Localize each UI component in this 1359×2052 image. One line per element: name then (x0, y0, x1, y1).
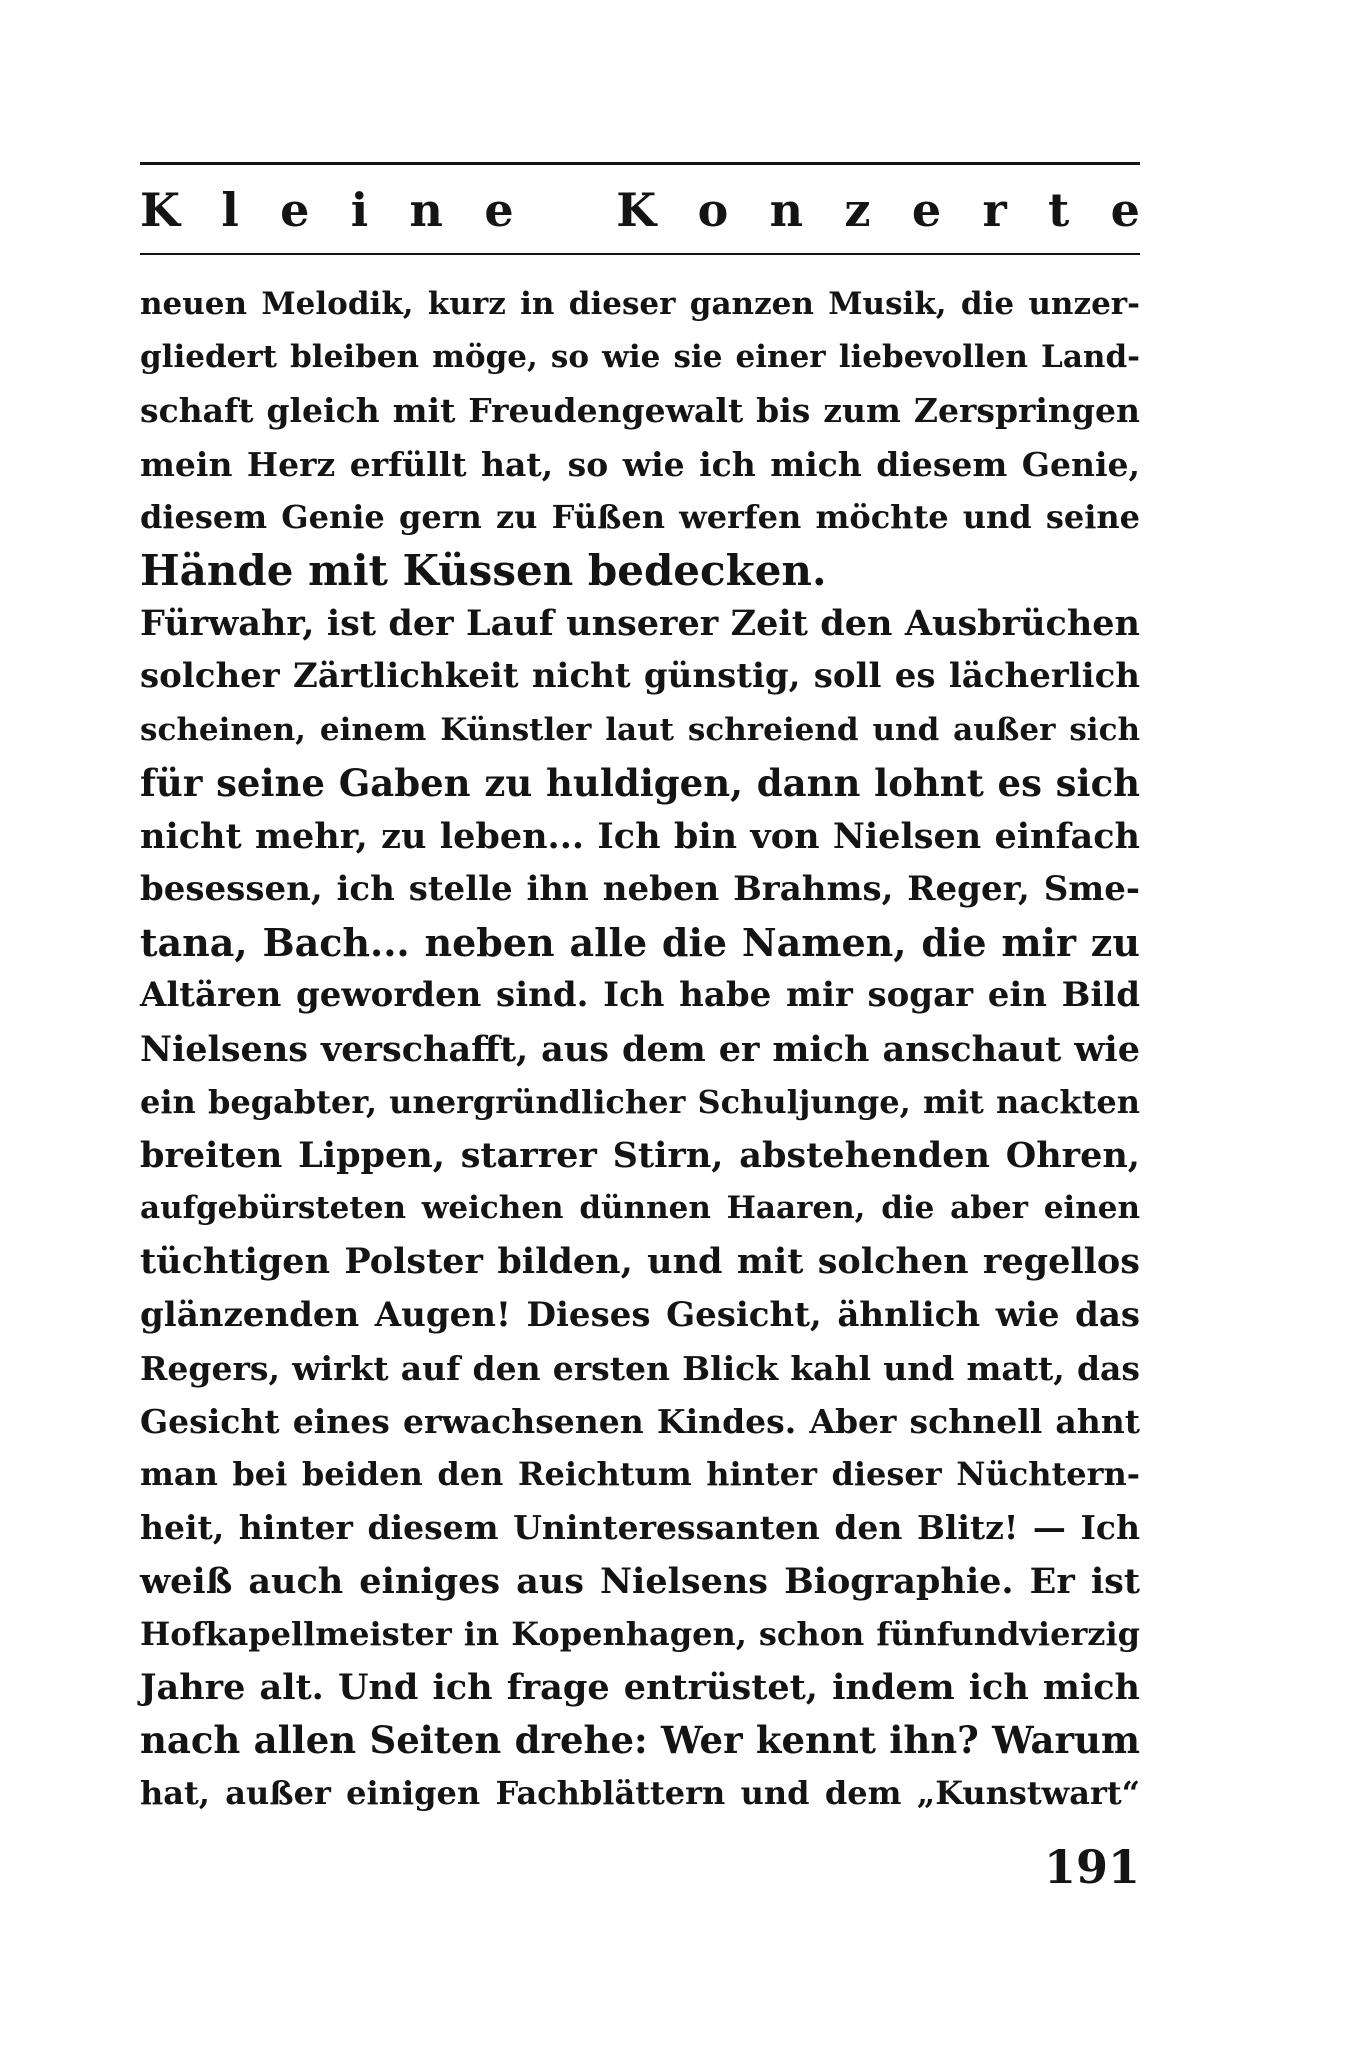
running-head-letter: z (844, 183, 871, 237)
text-line: Hände mit Küssen bedecken. (140, 545, 827, 595)
text-line: nach allen Seiten drehe: Wer kennt ihn? Warum (140, 1718, 1140, 1763)
text-line: solcher Zärtlichkeit nicht günstig, soll es lächerlich (140, 656, 1140, 697)
running-head (140, 178, 1140, 242)
text-line: glänzenden Augen! Dieses Gesicht, ähnlich wie das (140, 1294, 1140, 1335)
page-number: 191 (1043, 1840, 1140, 1894)
text-line: breiten Lippen, starrer Stirn, abstehenden Ohren, (140, 1135, 1140, 1176)
running-head-letter: n (769, 183, 804, 237)
header-rule-top (140, 162, 1140, 165)
text-line: heit, hinter diesem Uninteressanten den Blitz! — Ich (140, 1508, 1140, 1548)
running-head-letter: n (409, 183, 443, 237)
text-line: weiß auch einiges aus Nielsens Biographie. Er ist (140, 1560, 1140, 1602)
text-line: für seine Gaben zu huldigen, dann lohnt es sich (140, 760, 1140, 805)
text-line: hat, außer einigen Fachblättern und dem „Kunstwart“ (140, 1774, 1140, 1813)
running-head-letter: o (697, 183, 729, 237)
text-line: neuen Melodik, kurz in dieser ganzen Musik, die unzer- (140, 286, 1140, 322)
text-line: schaft gleich mit Freudengewalt bis zum Zerspringen (140, 391, 1140, 431)
running-head-letter: i (350, 183, 369, 237)
running-head-letter: l (221, 183, 239, 237)
running-head-letter: e (280, 183, 310, 237)
text-line: Fürwahr, ist der Lauf unserer Zeit den Ausbrüchen (140, 603, 1140, 645)
text-line: nicht mehr, zu leben... Ich bin von Nielsen einfach (140, 815, 1140, 857)
text-line: Hofkapellmeister in Kopenhagen, schon fünfundvierzig (140, 1614, 1140, 1653)
text-line: Regers, wirkt auf den ersten Blick kahl und matt, das (140, 1348, 1140, 1388)
running-head-letter: t (1048, 183, 1070, 237)
text-line: besessen, ich stelle ihn neben Brahms, Reger, Sme- (140, 869, 1140, 910)
running-head-letter: K (140, 183, 180, 237)
running-head-letter: e (484, 183, 514, 237)
text-line: mein Herz erfüllt hat, so wie ich mich diesem Genie, (140, 444, 1140, 484)
text-line: man bei beiden den Reichtum hinter dieser Nüchtern- (140, 1455, 1140, 1494)
text-line: tüchtigen Polster bilden, und mit solchen regellos (140, 1241, 1140, 1283)
text-line: tana, Bach... neben alle die Namen, die mir zu (140, 920, 1140, 966)
text-line: scheinen, einem Künstler laut schreiend und außer sich (140, 711, 1140, 748)
text-line: Jahre alt. Und ich frage entrüstet, indem ich mich (140, 1666, 1140, 1708)
running-head-letter: e (911, 183, 942, 237)
header-rule-bottom (140, 253, 1140, 255)
running-head-letter: K (616, 183, 657, 237)
body-text (140, 278, 1140, 1820)
text-line: Gesicht eines erwachsenen Kindes. Aber schnell ahnt (140, 1401, 1140, 1441)
text-line: Nielsens verschafft, aus dem er mich anschaut wie (140, 1028, 1140, 1070)
text-line: gliedert bleiben möge, so wie sie einer liebevollen Land- (140, 339, 1140, 376)
running-head-letter: e (1110, 183, 1140, 237)
text-line: aufgebürsteten weichen dünnen Haaren, die aber einen (140, 1190, 1140, 1227)
text-line: Altären geworden sind. Ich habe mir sogar ein Bild (140, 975, 1140, 1016)
text-line: ein begabter, unergründlicher Schuljunge, mit nackten (140, 1082, 1140, 1121)
text-line: diesem Genie gern zu Füßen werfen möchte und seine (140, 497, 1140, 536)
running-head-letter: r (982, 183, 1007, 237)
